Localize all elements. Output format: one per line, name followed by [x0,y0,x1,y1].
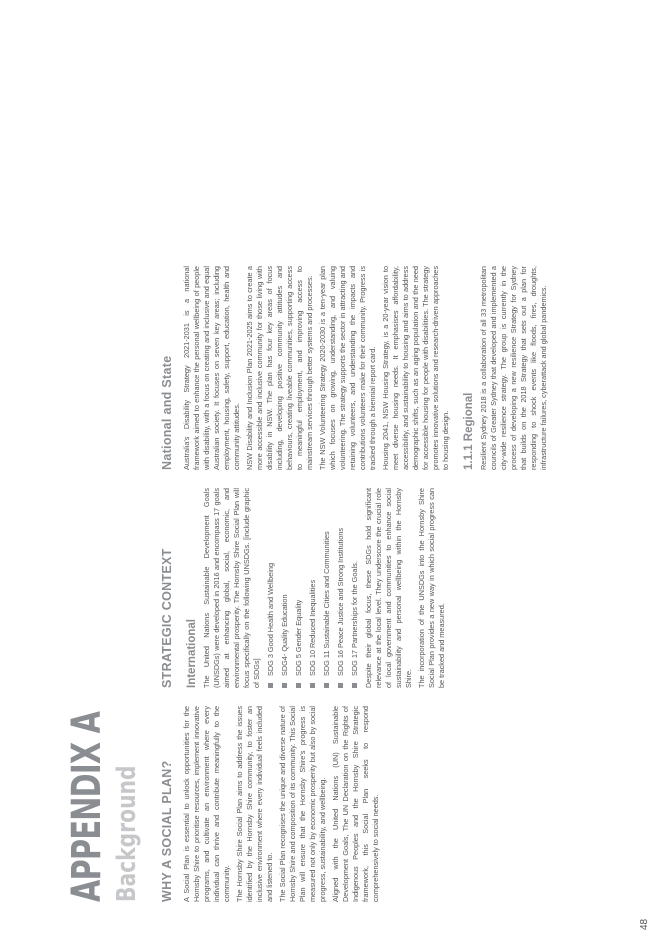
paragraph: The Hornsby Shire Social Plan aims to address the issues identified by the Hornsby Shire community, to foster an inclusive environment where every individual feels included and listened to. [235,706,274,902]
list-item: SDG 5 Gender Equality [294,488,304,688]
column-national-state [160,266,552,470]
bullet-square-icon [310,683,315,688]
list-item: SDG 3 Good Health and Wellbeing [266,488,276,688]
paragraph: Despite their global focus, these SDGs hold significant relevance at the local level. They underscore the crucial role of local government and communities to enhance social sustainability and personal wellbeing within the Hornsby Shire. [364,488,413,688]
column-strategic-context [160,488,450,688]
column-why-social-plan [160,706,384,902]
paragraph: A Social Plan is essential to unlock opportunities for the Hornsby Shire to prioritise resources, implement innovative programs, and cultivate an environment where every individual can thrive and contribute meaningfully to the community. [182,706,231,902]
heading-strategic-context: STRATEGIC CONTEXT [160,548,174,688]
sdg-list [266,488,360,688]
bullet-square-icon [296,683,301,688]
bullet-square-icon [338,683,343,688]
list-item: SDG 17 Partnerships for the Goals. [350,488,360,688]
paragraph: Aligned with the United Nations (UN) Sustainable Development Goals, The UN Declaration on the Rights of Indigenous Peoples and the Hornsby Shire Strategic framework, this Social Plan seeks to respond comprehensively to social needs. [331,706,380,902]
paragraph: The incorporation of the UNSDGs into the Hornsby Shire Social Plan provides a new way in which social progress can be tracked and measured. [417,488,446,688]
list-item: SDG4- Quality Education [280,488,290,688]
paragraph: The NSW Volunteering Strategy 2020-2030 is a ten-year plan which focuses on growing, understanding, and valuing volunteering. The strategy supports the sector in attracting and retaining volunteers, and understanding the impacts and contributions volunteers make for their community. Progress is tracked through a biennial report card. [318,266,377,470]
bullet-square-icon [282,683,287,688]
bullet-square-icon [324,683,329,688]
subheading-international: International [186,618,198,688]
paragraph: NSW Disability and Inclusion Plan 2021-2025 aims to create a more accessible and inclusive community for those living with disability in NSW. The plan has four key areas of focus including, developing positive community attitudes and behaviours, creating liveable communities, supporting access to meaningful employment, and improving access to mainstream services through better systems and processes. [245,266,314,470]
appendix-subtitle: Background [112,765,142,902]
appendix-title: APPENDIX A [64,711,110,902]
list-item: SDG 10 Reduced Inequalities [308,488,318,688]
subheading-regional: 1.1.1 Regional [463,392,475,470]
bullet-square-icon [268,683,273,688]
paragraph: Resilient Sydney 2018 is a collaboration of all 33 metropolitan councils of Greater Sydney that developed and implemented a city-wide resilience strategy. The group is currently in the process of developing a new resilience Strategy for Sydney that builds on the 2018 Strategy that sets out a plan for responding to shock events like floods, fires, droughts, infrastructure failures, cyberattack and global pandemics. [479,266,548,470]
paragraph: Australia's Disability Strategy 2021-2031 is a national framework aimed to enhance the personal wellbeing of people with disability, with a focus on creating and inclusive and equal Australian society. It focuses on seven key areas; including employment, housing, safety, support, education, health and community attitudes. [182,266,241,470]
list-item: SDG 11 Sustainable Cities and Communities [322,488,332,688]
paragraph: The United Nations Sustainable Development Goals (UNSDGs) were developed in 2016 and encompass 17 goals aimed at enhancing global, social, economic, and environmental prosperity. The Hornsby Shire Social Plan will focus specifically on the following UNSDGs. [include graphic of SDGs] [202,488,261,688]
paragraph: The Social Plan recognises the unique and diverse nature of Hornsby Shire and composition of its community. This Social Plan will ensure that the Hornsby Shire's progress is measured not only by economic prosperity but also by social progress, sustainability, and wellbeing. [278,706,327,902]
list-item: SDG 16 Peace Justice and Strong Institutions [336,488,346,688]
page-number: 48 [639,918,650,930]
heading-why-social-plan: WHY A SOCIAL PLAN? [160,760,174,902]
heading-national-state: National and State [160,355,174,470]
bullet-square-icon [352,683,357,688]
paragraph: Housing 2041, NSW Housing Strategy, is a 20-year vision to meet diverse housing needs. It emphasises affordability, accessibility, and sustainability to housing and aims to address demographic shifts, such as an aging population and the need for accessible housing for people with disabilities. The strategy promotes innovative solutions and research-driven approaches to housing design. [381,266,450,470]
